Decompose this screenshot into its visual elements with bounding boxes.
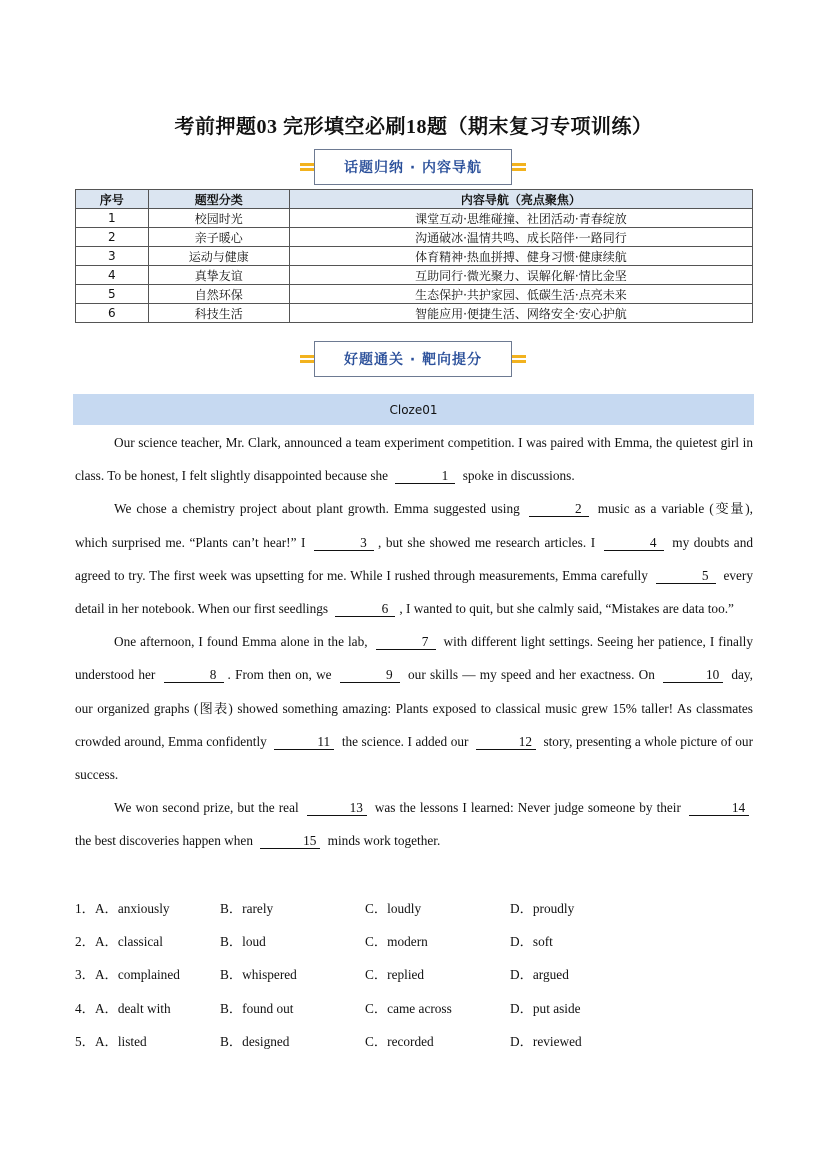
blank-12: 12 — [476, 734, 536, 750]
table-cell: 课堂互动·思维碰撞、社团活动·青春绽放 — [289, 209, 752, 228]
table-cell: 科技生活 — [148, 304, 289, 323]
table-row — [76, 209, 753, 228]
option: D．put aside — [510, 1000, 581, 1016]
option: C．loudly — [365, 901, 422, 917]
passage-paragraph: We won second prize, but the real 13 was the lessons I learned: Never judge someone by their 14 the best discoveries happen when 15 minds work together. — [75, 791, 753, 857]
table-row — [76, 228, 753, 247]
option: D．reviewed — [510, 1033, 582, 1049]
option: 5．A．listed — [75, 1033, 147, 1049]
cloze-title: Cloze01 — [73, 394, 754, 425]
option: 2．A．classical — [75, 934, 163, 950]
table-row — [76, 247, 753, 266]
option: B．whispered — [220, 967, 297, 983]
blank-3: 3 — [314, 535, 374, 551]
option: 3．A．complained — [75, 967, 180, 983]
section-banner-topics — [300, 149, 526, 185]
blank-4: 4 — [604, 535, 664, 551]
decorative-bars-icon — [512, 355, 526, 363]
table-cell: 智能应用·便捷生活、网络安全·安心护航 — [289, 304, 752, 323]
blank-6: 6 — [335, 601, 395, 617]
blank-13: 13 — [307, 800, 367, 816]
option-row — [75, 957, 655, 990]
option: 4．A．dealt with — [75, 1000, 171, 1016]
option: D．argued — [510, 967, 569, 983]
table-cell: 互助同行·微光聚力、误解化解·情比金坚 — [289, 266, 752, 285]
option: B．designed — [220, 1033, 290, 1049]
blank-9: 9 — [340, 667, 400, 683]
blank-8: 8 — [164, 667, 224, 683]
table-cell: 2 — [76, 228, 149, 247]
blank-5: 5 — [656, 568, 716, 584]
blank-7: 7 — [376, 634, 436, 650]
decorative-bars-icon — [512, 163, 526, 171]
option: C．modern — [365, 934, 428, 950]
option-row — [75, 891, 655, 924]
cloze-passage — [75, 426, 753, 858]
table-cell: 真挚友谊 — [148, 266, 289, 285]
section-banner-practice — [300, 341, 526, 377]
page-title: 考前押题03 完形填空必刷18题（期末复习专项训练） — [174, 116, 653, 138]
table-row — [76, 304, 753, 323]
passage-paragraph: One afternoon, I found Emma alone in the lab, 7 with different light settings. Seeing her patience, I finally understood her 8 . From then on, we 9 our skills — my speed and her exactness. On 10 day, our organized graphs (图表) showed something amazing: Plants exposed to classical music grew 15% taller! As classmates crowded around, Emma confidently 11 the science. I added our 12 story, presenting a whole picture of our success. — [75, 634, 754, 783]
table-cell: 1 — [76, 209, 149, 228]
table-row — [76, 285, 753, 304]
table-cell: 校园时光 — [148, 209, 289, 228]
table-header: 序号 — [76, 190, 149, 209]
passage-paragraph: Our science teacher, Mr. Clark, announced a team experiment competition. I was paired with Emma, the quietest girl in class. To be honest, I felt slightly disappointed because she 1 spoke in discussions. — [75, 435, 753, 484]
table-row — [76, 266, 753, 285]
topic-table — [75, 189, 753, 323]
option: 1．A．anxiously — [75, 901, 170, 917]
table-cell: 亲子暖心 — [148, 228, 289, 247]
table-cell: 运动与健康 — [148, 247, 289, 266]
option: D．proudly — [510, 901, 575, 917]
option-row — [75, 924, 655, 957]
option: B．rarely — [220, 901, 274, 917]
decorative-bars-icon — [300, 355, 314, 363]
blank-1: 1 — [395, 468, 455, 484]
decorative-bars-icon — [300, 163, 314, 171]
option: C．replied — [365, 967, 425, 983]
table-cell: 5 — [76, 285, 149, 304]
table-cell: 自然环保 — [148, 285, 289, 304]
option: C．recorded — [365, 1033, 434, 1049]
banner-label: 好题通关 · 靶向提分 — [314, 341, 512, 377]
option-row — [75, 1024, 655, 1057]
banner-label: 话题归纳 · 内容导航 — [314, 149, 512, 185]
table-header: 题型分类 — [148, 190, 289, 209]
answer-options — [75, 891, 655, 1057]
blank-15: 15 — [260, 833, 320, 849]
table-cell: 3 — [76, 247, 149, 266]
table-header: 内容导航（亮点聚焦） — [289, 190, 752, 209]
table-cell: 6 — [76, 304, 149, 323]
option-row — [75, 991, 655, 1024]
option: C．came across — [365, 1000, 452, 1016]
blank-14: 14 — [689, 800, 749, 816]
table-cell: 4 — [76, 266, 149, 285]
table-cell: 生态保护·共护家园、低碳生活·点亮未来 — [289, 285, 752, 304]
blank-10: 10 — [663, 667, 723, 683]
option: D．soft — [510, 934, 553, 950]
table-cell: 沟通破冰·温情共鸣、成长陪伴·一路同行 — [289, 228, 752, 247]
option: B．found out — [220, 1000, 294, 1016]
blank-2: 2 — [529, 501, 589, 517]
passage-paragraph: We chose a chemistry project about plant growth. Emma suggested using 2 music as a variable (变量), which surprised me. “Plants can’t hear!” I 3 , but she showed me research articles. I 4 my doubts and agreed to try. The first week was upsetting for me. While I rushed through measurements, Emma carefully 5 every detail in her notebook. When our first seedlings 6 , I wanted to quit, but she calmly said, “Mistakes are data too.” — [75, 501, 753, 617]
option: B．loud — [220, 934, 266, 950]
blank-11: 11 — [274, 734, 334, 750]
table-cell: 体育精神·热血拼搏、健身习惯·健康续航 — [289, 247, 752, 266]
